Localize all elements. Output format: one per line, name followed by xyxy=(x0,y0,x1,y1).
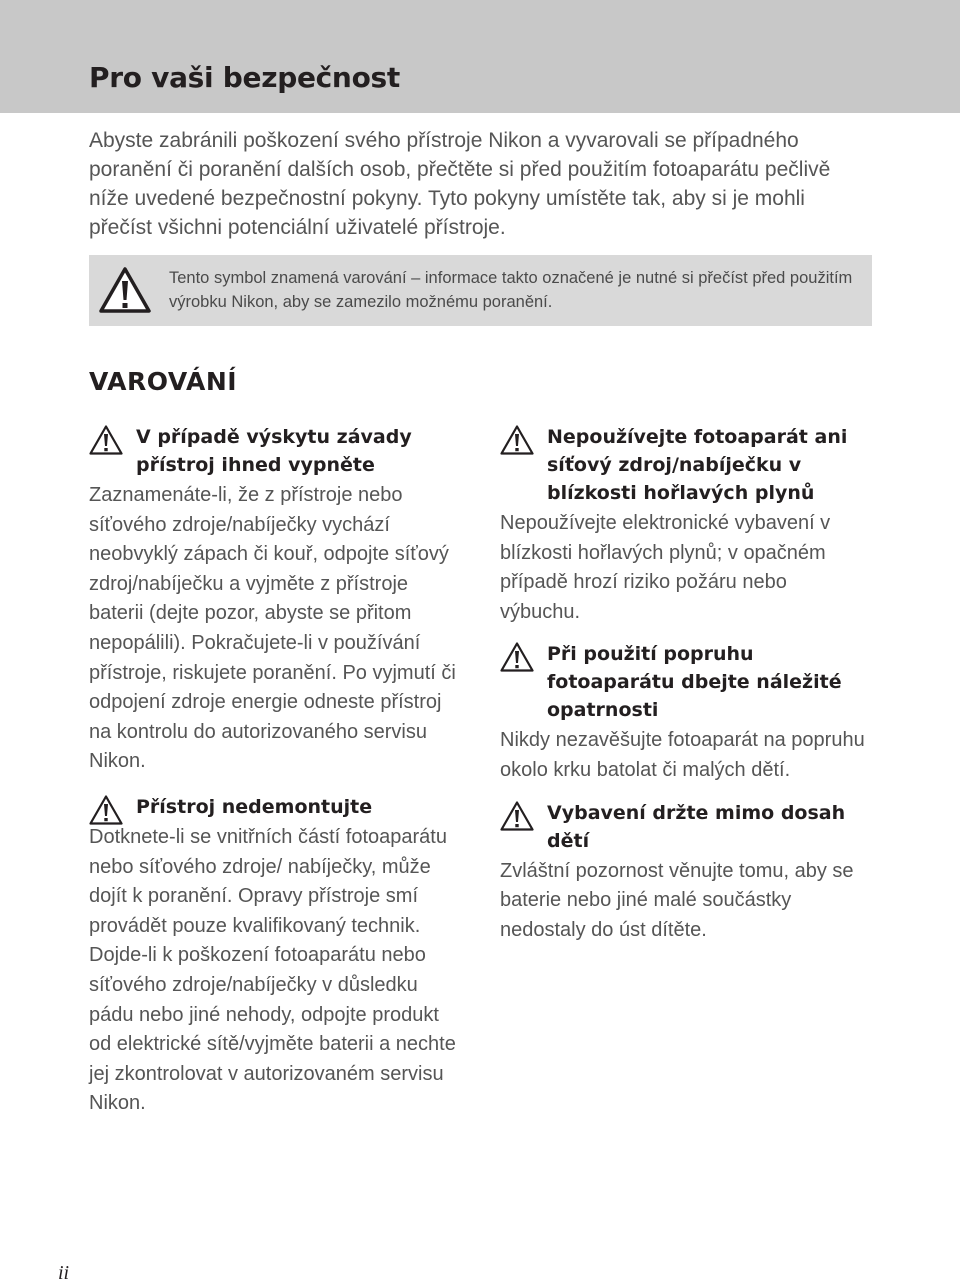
intro-paragraph: Abyste zabránili poškození svého přístroje Nikon a vyvarovali se případného poranění či poranění dalších osob, přečtěte si před použitím fotoaparátu pečlivě níže uvedené bezpečnostní pokyny. Tyto pokyny umístěte tak, aby si je mohli přečíst všichni potenciální uživatelé přístroje. xyxy=(89,129,831,239)
warning-item-body: Zvláštní pozornost věnujte tomu, aby se baterie nebo jiné malé součástky nedostaly do úst dítěte. xyxy=(500,859,854,941)
warning-item-header xyxy=(500,640,870,724)
warning-symbol-note xyxy=(89,255,872,326)
warning-item-title: Vybavení držte mimo dosah dětí xyxy=(547,801,846,852)
warning-item-header xyxy=(500,799,870,855)
warning-triangle-icon xyxy=(89,795,123,825)
warning-item xyxy=(500,640,870,785)
warning-triangle-icon xyxy=(500,425,534,455)
warning-item-title: Nepoužívejte fotoaparát ani síťový zdroj/nabíječku v blízkosti hořlavých plynů xyxy=(547,426,848,504)
warning-item-title: Při použití popruhu fotoaparátu dbejte náležité opatrnosti xyxy=(547,643,842,722)
warning-item xyxy=(500,799,870,946)
warnings-right-column xyxy=(500,423,870,945)
warning-triangle-icon xyxy=(89,425,123,455)
page-title: Pro vaši bezpečnost xyxy=(89,61,400,94)
warning-item-body: Zaznamenáte-li, že z přístroje nebo síťového zdroje/nabíječky vychází neobvyklý zápach či kouř, odpojte síťový zdroj/nabíječku a vyjměte z přístroje baterii (dejte pozor, abyste se přitom nepopálili). Pokračujete-li v používání přístroje, riskujete poranění. Po vyjmutí či odpojení zdroje energie odneste přístroj na kontrolu do autorizovaného servisu Nikon. xyxy=(89,484,456,773)
warning-item-body: Dotknete-li se vnitřních částí fotoaparátu nebo síťového zdroje/ nabíječky, může dojít k poranění. Opravy přístroje smí provádět pouze kvalifikovaný technik. Dojde-li k poškození fotoaparátu nebo síťového zdroje/nabíječky v důsledku pádu nebo jiné nehody, odpojte produkt od elektrické sítě/vyjměte baterii a nechte jej zkontrolovat v autorizovaném servisu Nikon. xyxy=(89,825,456,1115)
warning-item-title: V případě výskytu závady přístroj ihned vypněte xyxy=(136,426,412,476)
warning-item xyxy=(500,423,870,627)
warning-item xyxy=(89,423,459,777)
warning-item-header xyxy=(89,423,459,479)
warning-item xyxy=(89,793,459,1119)
warning-symbol-note-text: Tento symbol znamená varování – informace takto označené je nutné si přečíst před použitím výrobku Nikon, aby se zamezilo možnému poranění. xyxy=(169,269,853,311)
section-heading: VAROVÁNÍ xyxy=(89,367,238,396)
warning-item-title: Přístroj nedemontujte xyxy=(136,795,373,818)
warning-triangle-icon xyxy=(99,267,151,313)
warning-item-header xyxy=(500,423,870,507)
page-number: ii xyxy=(58,1262,70,1284)
warning-triangle-icon xyxy=(500,642,534,672)
warning-item-body: Nikdy nezavěšujte fotoaparát na popruhu okolo krku batolat či malých dětí. xyxy=(500,729,865,781)
warning-item-header xyxy=(89,793,459,821)
warnings-left-column xyxy=(89,423,459,1119)
warning-triangle-icon xyxy=(500,801,534,831)
warning-item-body: Nepoužívejte elektronické vybavení v blízkosti hořlavých plynů; v opačném případě hrozí riziko požáru nebo výbuchu. xyxy=(500,512,831,623)
